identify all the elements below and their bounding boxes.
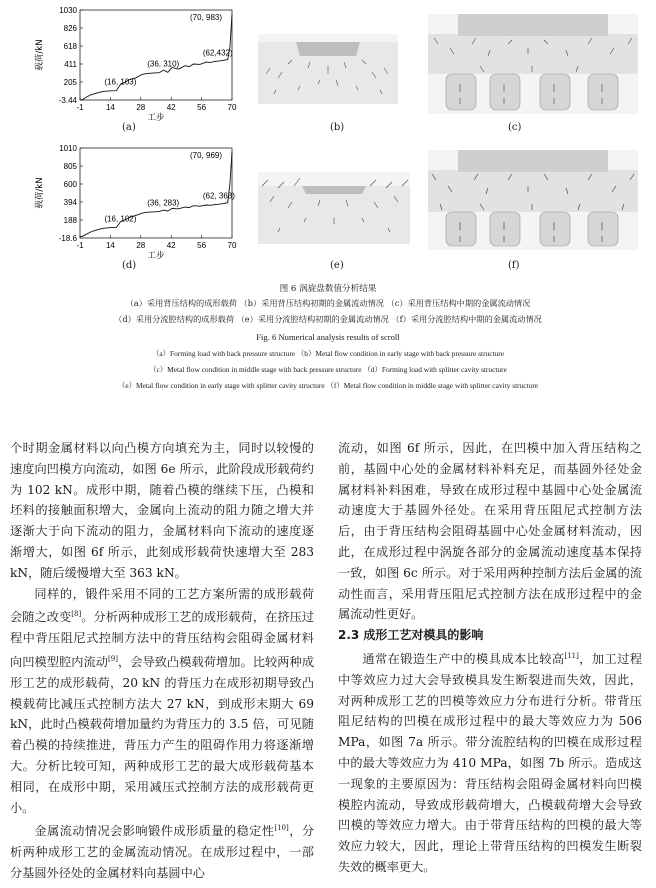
panel-label-b: (b) xyxy=(330,122,345,133)
metal-flow-b-graphic xyxy=(258,34,398,104)
x-tick-label: -1 xyxy=(76,241,84,250)
x-tick-label: 70 xyxy=(227,241,237,250)
data-annotation: (62,432) xyxy=(202,48,233,58)
x-axis-label: 工步 xyxy=(147,113,165,122)
y-axis-label: 载荷/kN xyxy=(35,177,45,209)
x-tick-label: -1 xyxy=(76,103,84,112)
y-tick-label: -3.44 xyxy=(58,96,77,105)
data-annotation: (70, 983) xyxy=(190,13,223,22)
figure-title-en: Fig. 6 Numerical analysis results of scroll xyxy=(256,332,400,342)
sim-image-b xyxy=(258,34,398,104)
left-paragraph-2 xyxy=(10,584,314,819)
x-tick-label: 42 xyxy=(166,241,176,250)
data-annotation: (16, 102) xyxy=(104,214,137,224)
metal-flow-c-graphic xyxy=(428,14,638,114)
right-p2-part2: ，加工过程中等效应力过大会导致模具发生断裂进而失效，因此，对两种成形工艺的凹模等效应力分布进行分析。带背压阻尼结构的凹模在成形过程中的最大等效应力为 506 MPa，如图 7a 所示。带分流腔结构的凹模在成形过程中的最大等效应力为 410 MPa，如图 7b 所示。造成这一现象的主要原因为：背压结构会阻碍金属材料向凹模模腔内流动，导致成形载荷增大，凸模载荷增大会导致凹模的等效应力增大。由于带背压结构的凹模的最大等效应力较大，因此，理论上带背压结构的凹模发生断裂失效的概率更大。 xyxy=(338,652,643,874)
data-annotation: (36, 283) xyxy=(147,198,180,208)
y-tick-label: 411 xyxy=(64,60,77,69)
sim-image-f xyxy=(428,150,638,250)
y-tick-label: 1010 xyxy=(59,144,77,153)
right-p2-part1: 通常在锻造生产中的模具成本比较高 xyxy=(362,652,565,667)
left-p3-part1: 金属流动情况会影响锻件成形质量的稳定性 xyxy=(34,824,275,839)
caption-zh-line2: （d）采用分流腔结构的成形载荷 （e）采用分流腔结构初期的金属流动情况 （f）采用分流腔结构中期的金属流动情况 xyxy=(114,314,542,324)
caption-zh-line1: （a）采用背压结构的成形载荷 （b）采用背压结构初期的金属流动情况 （c）采用背压结构中期的金属流动情况 xyxy=(125,298,531,308)
chart-a-svg xyxy=(30,4,245,122)
y-tick-label: 826 xyxy=(63,24,77,33)
panel-label-f: (f) xyxy=(508,260,520,271)
y-tick-label: 805 xyxy=(63,162,77,171)
caption-en-line2: （c）Metal flow condition in middle stage with back pressure structure （d）Forming load with splitter cavity structure xyxy=(149,365,507,374)
x-tick-label: 28 xyxy=(136,103,146,112)
panel-label-a: (a) xyxy=(122,122,136,133)
y-tick-label: 618 xyxy=(63,42,77,51)
right-paragraph-1: 流动，如图 6f 所示，因此，在凹模中加入背压结构之前，基圆中心处的金属材料补料充足，而基圆外径处金属材料补料困难，导致在成形过程中基圆中心处金属流动速度大于基圆外径处。在采用背压阻尼式控制方法后，由于背压结构会阻碍基圆中心处金属材料流动，因此，在成形过程中涡旋各部分的金属流动速度基本保持一致，如图 6c 所示。对于采用两种控制方法后金属的流动性而言，采用背压阻尼式控制方法在成形过程中的金属流动性更好。 xyxy=(338,441,642,622)
x-tick-label: 56 xyxy=(197,241,207,250)
panel-label-c: (c) xyxy=(508,122,522,133)
x-tick-label: 14 xyxy=(105,241,115,250)
x-tick-label: 56 xyxy=(197,103,207,112)
ref-9: [9] xyxy=(108,655,118,664)
y-tick-label: 1030 xyxy=(59,6,77,15)
caption-en-line1: （a）Forming load with back pressure structure （b）Metal flow condition in early stage with back pressure structure xyxy=(152,349,504,358)
right-paragraph-2 xyxy=(338,646,642,878)
x-tick-label: 42 xyxy=(166,103,176,112)
left-p3-part2: ，分析两种成形工艺的金属流动情况。在成形过程中，一部分基圆外径处的金属材料向基圆中心 xyxy=(10,824,315,881)
ref-11: [11] xyxy=(564,651,579,660)
ref-8: [8] xyxy=(71,610,82,619)
left-p2-part1: 同样的，锻件采用不同的工艺方案所需的成形载荷会随之改变 xyxy=(10,586,314,625)
data-annotation: (70, 969) xyxy=(190,151,223,160)
y-tick-label: 394 xyxy=(63,198,77,207)
chart-a xyxy=(30,4,245,122)
right-column xyxy=(338,438,642,878)
left-paragraph-3 xyxy=(10,818,314,883)
y-tick-label: 600 xyxy=(63,180,77,189)
panel-label-e: (e) xyxy=(330,260,344,271)
chart-d xyxy=(30,142,245,260)
panel-label-d: (d) xyxy=(122,260,137,271)
left-column xyxy=(10,438,314,884)
data-annotation: (62, 363) xyxy=(202,191,235,201)
metal-flow-f-graphic xyxy=(428,150,638,250)
sim-image-c xyxy=(428,14,638,114)
x-tick-label: 14 xyxy=(105,103,115,112)
y-tick-label: 205 xyxy=(63,78,77,87)
left-p2-part3: ，会导致凸模载荷增加。比较两种成形工艺的成形载荷，20 kN 的背压力在成形初期导致凸模载荷比减压式控制方法大 27 kN，到成形末期大 69 kN，此时凸模载荷增加量约为背压力的 3.5 倍，可见随着凸模的持续推进，背压力产生的阻碍作用力将逐渐增大。分析比较可知，两种成形工艺的最大成形载荷基本相同，在成形中期，采用减压式控制方法的成形载荷更小。 xyxy=(10,655,315,815)
section-heading: 2.3 成形工艺对模具的影响 xyxy=(338,628,484,643)
chart-d-svg xyxy=(30,142,245,260)
y-tick-label: -18.6 xyxy=(58,234,77,243)
data-annotation: (16, 103) xyxy=(104,77,137,87)
data-annotation: (36, 310) xyxy=(147,59,180,69)
x-tick-label: 28 xyxy=(136,241,146,250)
ref-10: [10] xyxy=(274,824,289,833)
left-paragraph-1: 个时期金属材料以向凸模方向填充为主，同时以较慢的速度向凹模方向流动，如图 6e 所示，此阶段成形载荷约为 102 kN。成形中期，随着凸模的继续下压，凸模和坯料的接触面积增大，金属向上流动的阻力随之增大并逐渐大于向下流动的阻力，金属材料向下流动的速度逐渐增大，如图 6f 所示，此刻成形载荷快速增大至 283 kN，随后缓慢增大至 363 kN。 xyxy=(10,441,314,580)
caption-en-line3: （e）Metal flow condition in early stage with splitter cavity structure （f）Metal flow condition in middle stage with splitter cavity structure xyxy=(117,381,539,390)
y-axis-label: 载荷/kN xyxy=(35,39,45,71)
left-p2-part2: 。分析两种成形工艺的成形载荷，在挤压过程中背压阻尼式控制方法中的背压结构会阻碍金属材料向凹模型腔内流动 xyxy=(10,610,315,670)
figure-title-zh: 图 6 涡旋盘数值分析结果 xyxy=(279,284,377,294)
sim-image-e xyxy=(258,172,410,244)
metal-flow-e-graphic xyxy=(258,172,410,244)
x-tick-label: 70 xyxy=(227,103,237,112)
y-tick-label: 188 xyxy=(63,216,77,225)
x-axis-label: 工步 xyxy=(147,251,165,260)
